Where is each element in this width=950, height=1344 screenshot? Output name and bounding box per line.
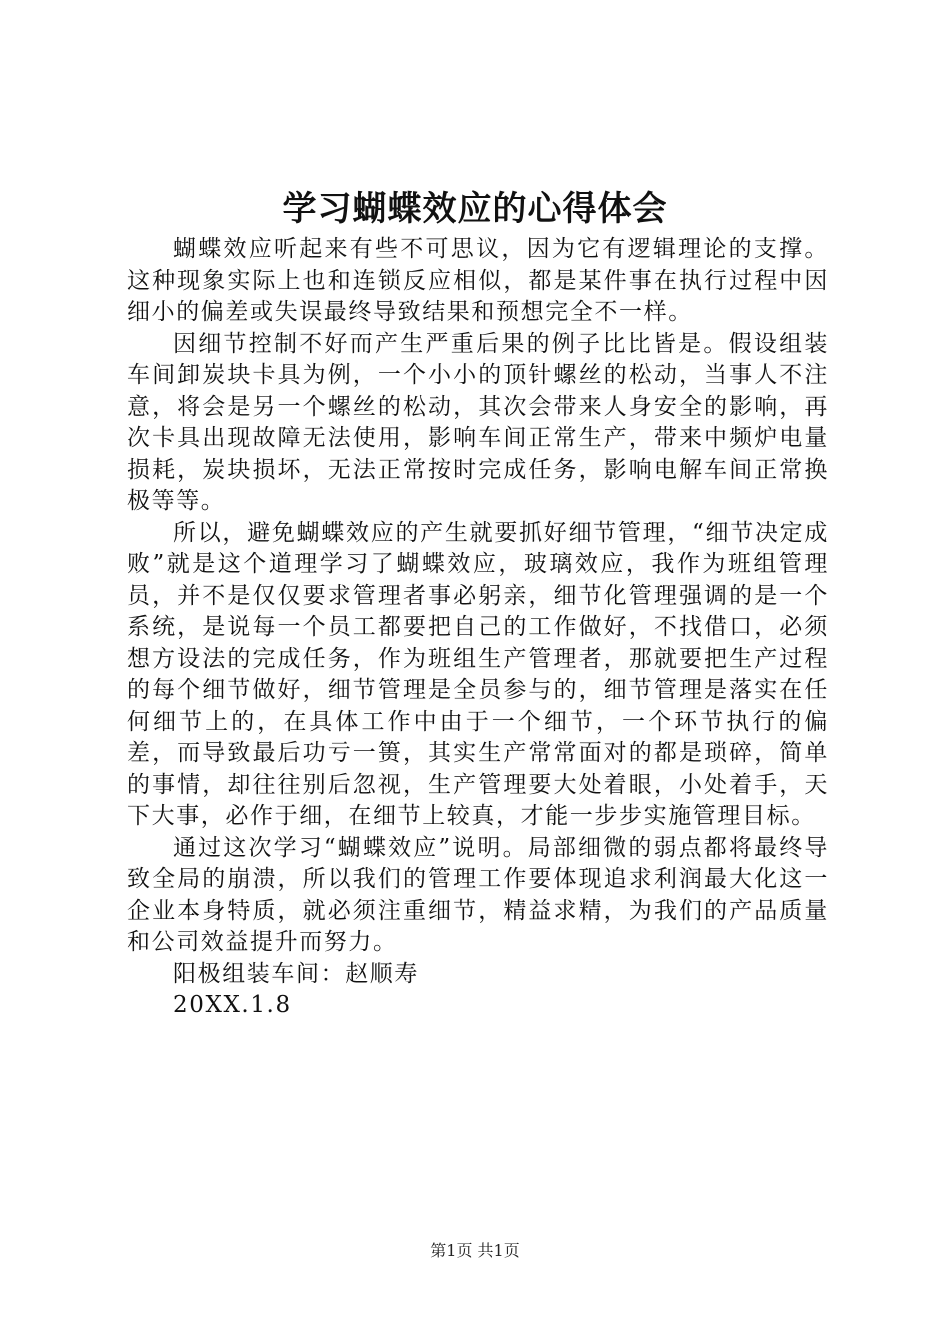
paragraph-1: 蝴蝶效应听起来有些不可思议，因为它有逻辑理论的支撑。这种现象实际上也和连锁反应相似，都是某件事在执行过程中因细小的偏差或失误最终导致结果和预想完全不一样。 bbox=[127, 236, 829, 325]
document-title: 学习蝴蝶效应的心得体会 bbox=[282, 189, 668, 229]
signature: 阳极组装车间：赵顺寿 bbox=[173, 960, 419, 987]
paragraph-4: 通过这次学习“蝴蝶效应”说明。局部细微的弱点都将最终导致全局的崩溃，所以我们的管理工作要体现追求利润最大化这一企业本身特质，就必须注重细节，精益求精，为我们的产品质量和公司效益提升而努力。 bbox=[127, 834, 829, 955]
paragraph-2: 因细节控制不好而产生严重后果的例子比比皆是。假设组装车间卸炭块卡具为例，一个小小的顶针螺丝的松动，当事人不注意，将会是另一个螺丝的松动，其次会带来人身安全的影响，再次卡具出现故障无法使用，影响车间正常生产，带来中频炉电量损耗，炭块损坏，无法正常按时完成任务，影响电解车间正常换极等等。 bbox=[127, 330, 829, 514]
date: 20XX.1.8 bbox=[173, 992, 292, 1018]
paragraph-3: 所以，避免蝴蝶效应的产生就要抓好细节管理，“细节决定成败”就是这个道理学习了蝴蝶效应，玻璃效应，我作为班组管理员，并不是仅仅要求管理者事必躬亲，细节化管理强调的是一个系统，是说每一个员工都要把自己的工作做好，不找借口，必须想方设法的完成任务，作为班组生产管理者，那就要把生产过程的每个细节做好，细节管理是全员参与的，细节管理是落实在任何细节上的，在具体工作中由于一个细节，一个环节执行的偏差，而导致最后功亏一篑，其实生产常常面对的都是琐碎，简单的事情，却往往别后忽视，生产管理要大处着眼，小处着手，天下大事，必作于细，在细节上较真，才能一步步实施管理目标。 bbox=[127, 519, 829, 829]
page-footer: 第1页 共1页 bbox=[430, 1241, 520, 1260]
document-body bbox=[127, 234, 829, 1022]
